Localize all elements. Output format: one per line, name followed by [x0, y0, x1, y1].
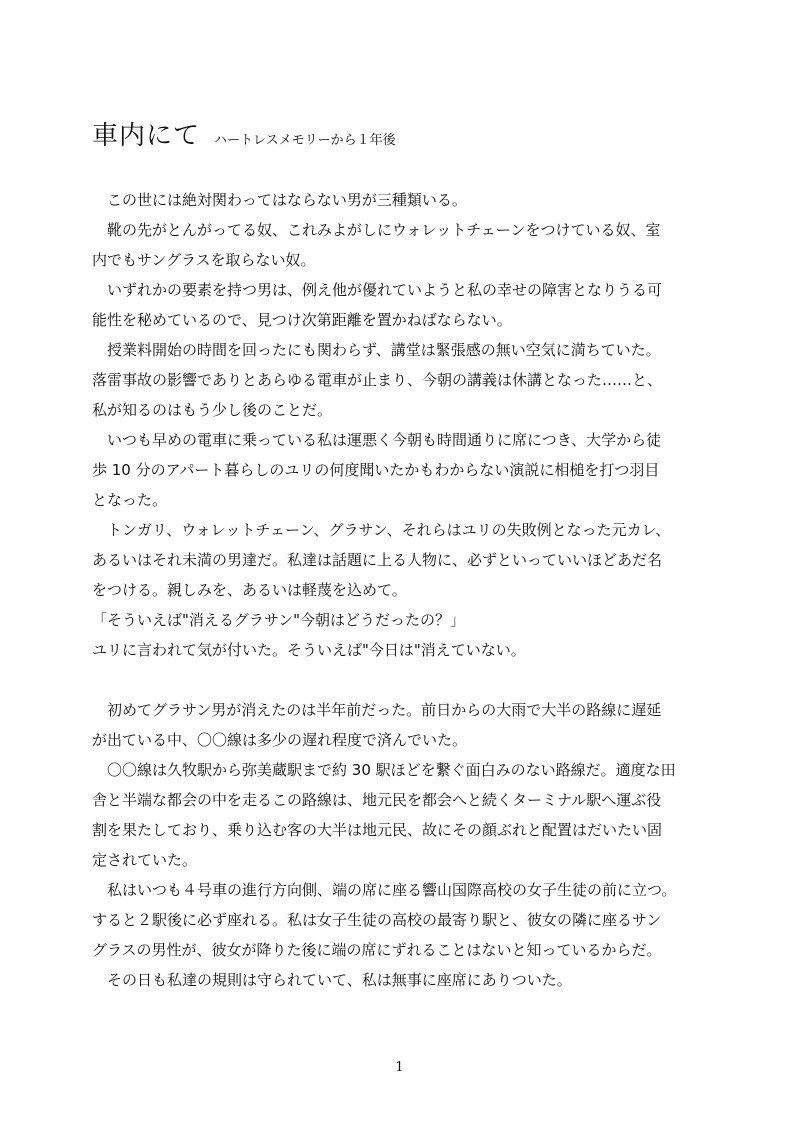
- text-line: 内でもサングラスを取らない奴。: [92, 251, 316, 269]
- text-line: となった。: [92, 491, 168, 509]
- text-line: グラスの男性が、彼女が降りた後に端の席にずれることはないと知っているからだ。: [92, 941, 662, 959]
- title-row: [92, 115, 396, 152]
- text-line: その日も私達の規則は守られていて、私は無事に座席にありついた。: [107, 971, 572, 989]
- text-line: すると２駅後に必ず座れる。私は女子生徒の高校の最寄り駅と、彼女の隣に座るサン: [92, 911, 662, 929]
- text-line: 初めてグラサン男が消えたのは半年前だった。前日からの大雨で大半の路線に遅延: [107, 701, 662, 719]
- text-line: 舎と半端な都会の中を走るこの路線は、地元民を都会へと続くターミナル駅へ運ぶ役: [92, 791, 662, 809]
- text-line: 私はいつも４号車の進行方向側、端の席に座る響山国際高校の女子生徒の前に立つ。: [107, 881, 677, 899]
- text-line: いずれかの要素を持つ男は、例え他が優れていようと私の幸せの障害となりうる可: [107, 281, 663, 299]
- chapter-subtitle: ハートレスメモリーから１年後: [214, 133, 396, 148]
- text-line: 落雷事故の影響でありとあらゆる電車が止まり、今朝の講義は休講となった……と、: [92, 371, 663, 389]
- text-line: 定されていた。: [92, 851, 198, 869]
- body-text: [92, 185, 712, 995]
- text-line: 歩 10 分のアパート暮らしのユリの何度聞いたかもわからない演説に相槌を打つ羽目: [92, 461, 660, 479]
- text-line: ユリに言われて気が付いた。そういえば"今日は"消えていない。: [92, 641, 526, 659]
- text-line: が出ている中、〇〇線は多少の遅れ程度で済んでいた。: [92, 731, 468, 749]
- text-line: 能性を秘めているので、見つけ次第距離を置かねばならない。: [92, 311, 512, 329]
- section-2: [92, 695, 712, 995]
- section-1: [92, 185, 712, 665]
- text-line: トンガリ、ウォレットチェーン、グラサン、それらはユリの失敗例となった元カレ、: [107, 521, 671, 539]
- text-line: 私が知るのはもう少し後のことだ。: [92, 401, 333, 419]
- chapter-title: 車内にて: [92, 121, 201, 151]
- page-number: 1: [395, 1060, 404, 1075]
- text-line: いつも早めの電車に乗っている私は運悪く今朝も時間通りに席につき、大学から徒: [107, 431, 662, 449]
- text-line: 「そういえば"消えるグラサン"今朝はどうだったの？」: [92, 611, 466, 629]
- text-line: あるいはそれ未満の男達だ。私達は話題に上る人物に、必ずといっていいほどあだ名: [92, 551, 663, 569]
- text-line: 授業料開始の時間を回ったにも関わらず、講堂は緊張感の無い空気に満ちていた。: [107, 341, 661, 359]
- text-line: 割を果たしており、乗り込む客の大半は地元民、故にその顔ぶれと配置はだいたい固: [92, 821, 663, 839]
- section-break: [92, 665, 712, 695]
- text-line: 〇〇線は久牧駅から弥美蔵駅まで約 30 駅ほどを繋ぐ面白みのない路線だ。適度な田: [107, 761, 676, 779]
- text-line: この世には絶対関わってはならない男が三種類いる。: [107, 191, 467, 209]
- text-line: 靴の先がとんがってる奴、これみよがしにウォレットチェーンをつけている奴、室: [107, 221, 661, 239]
- text-line: をつける。親しみを、あるいは軽蔑を込めて。: [92, 581, 407, 599]
